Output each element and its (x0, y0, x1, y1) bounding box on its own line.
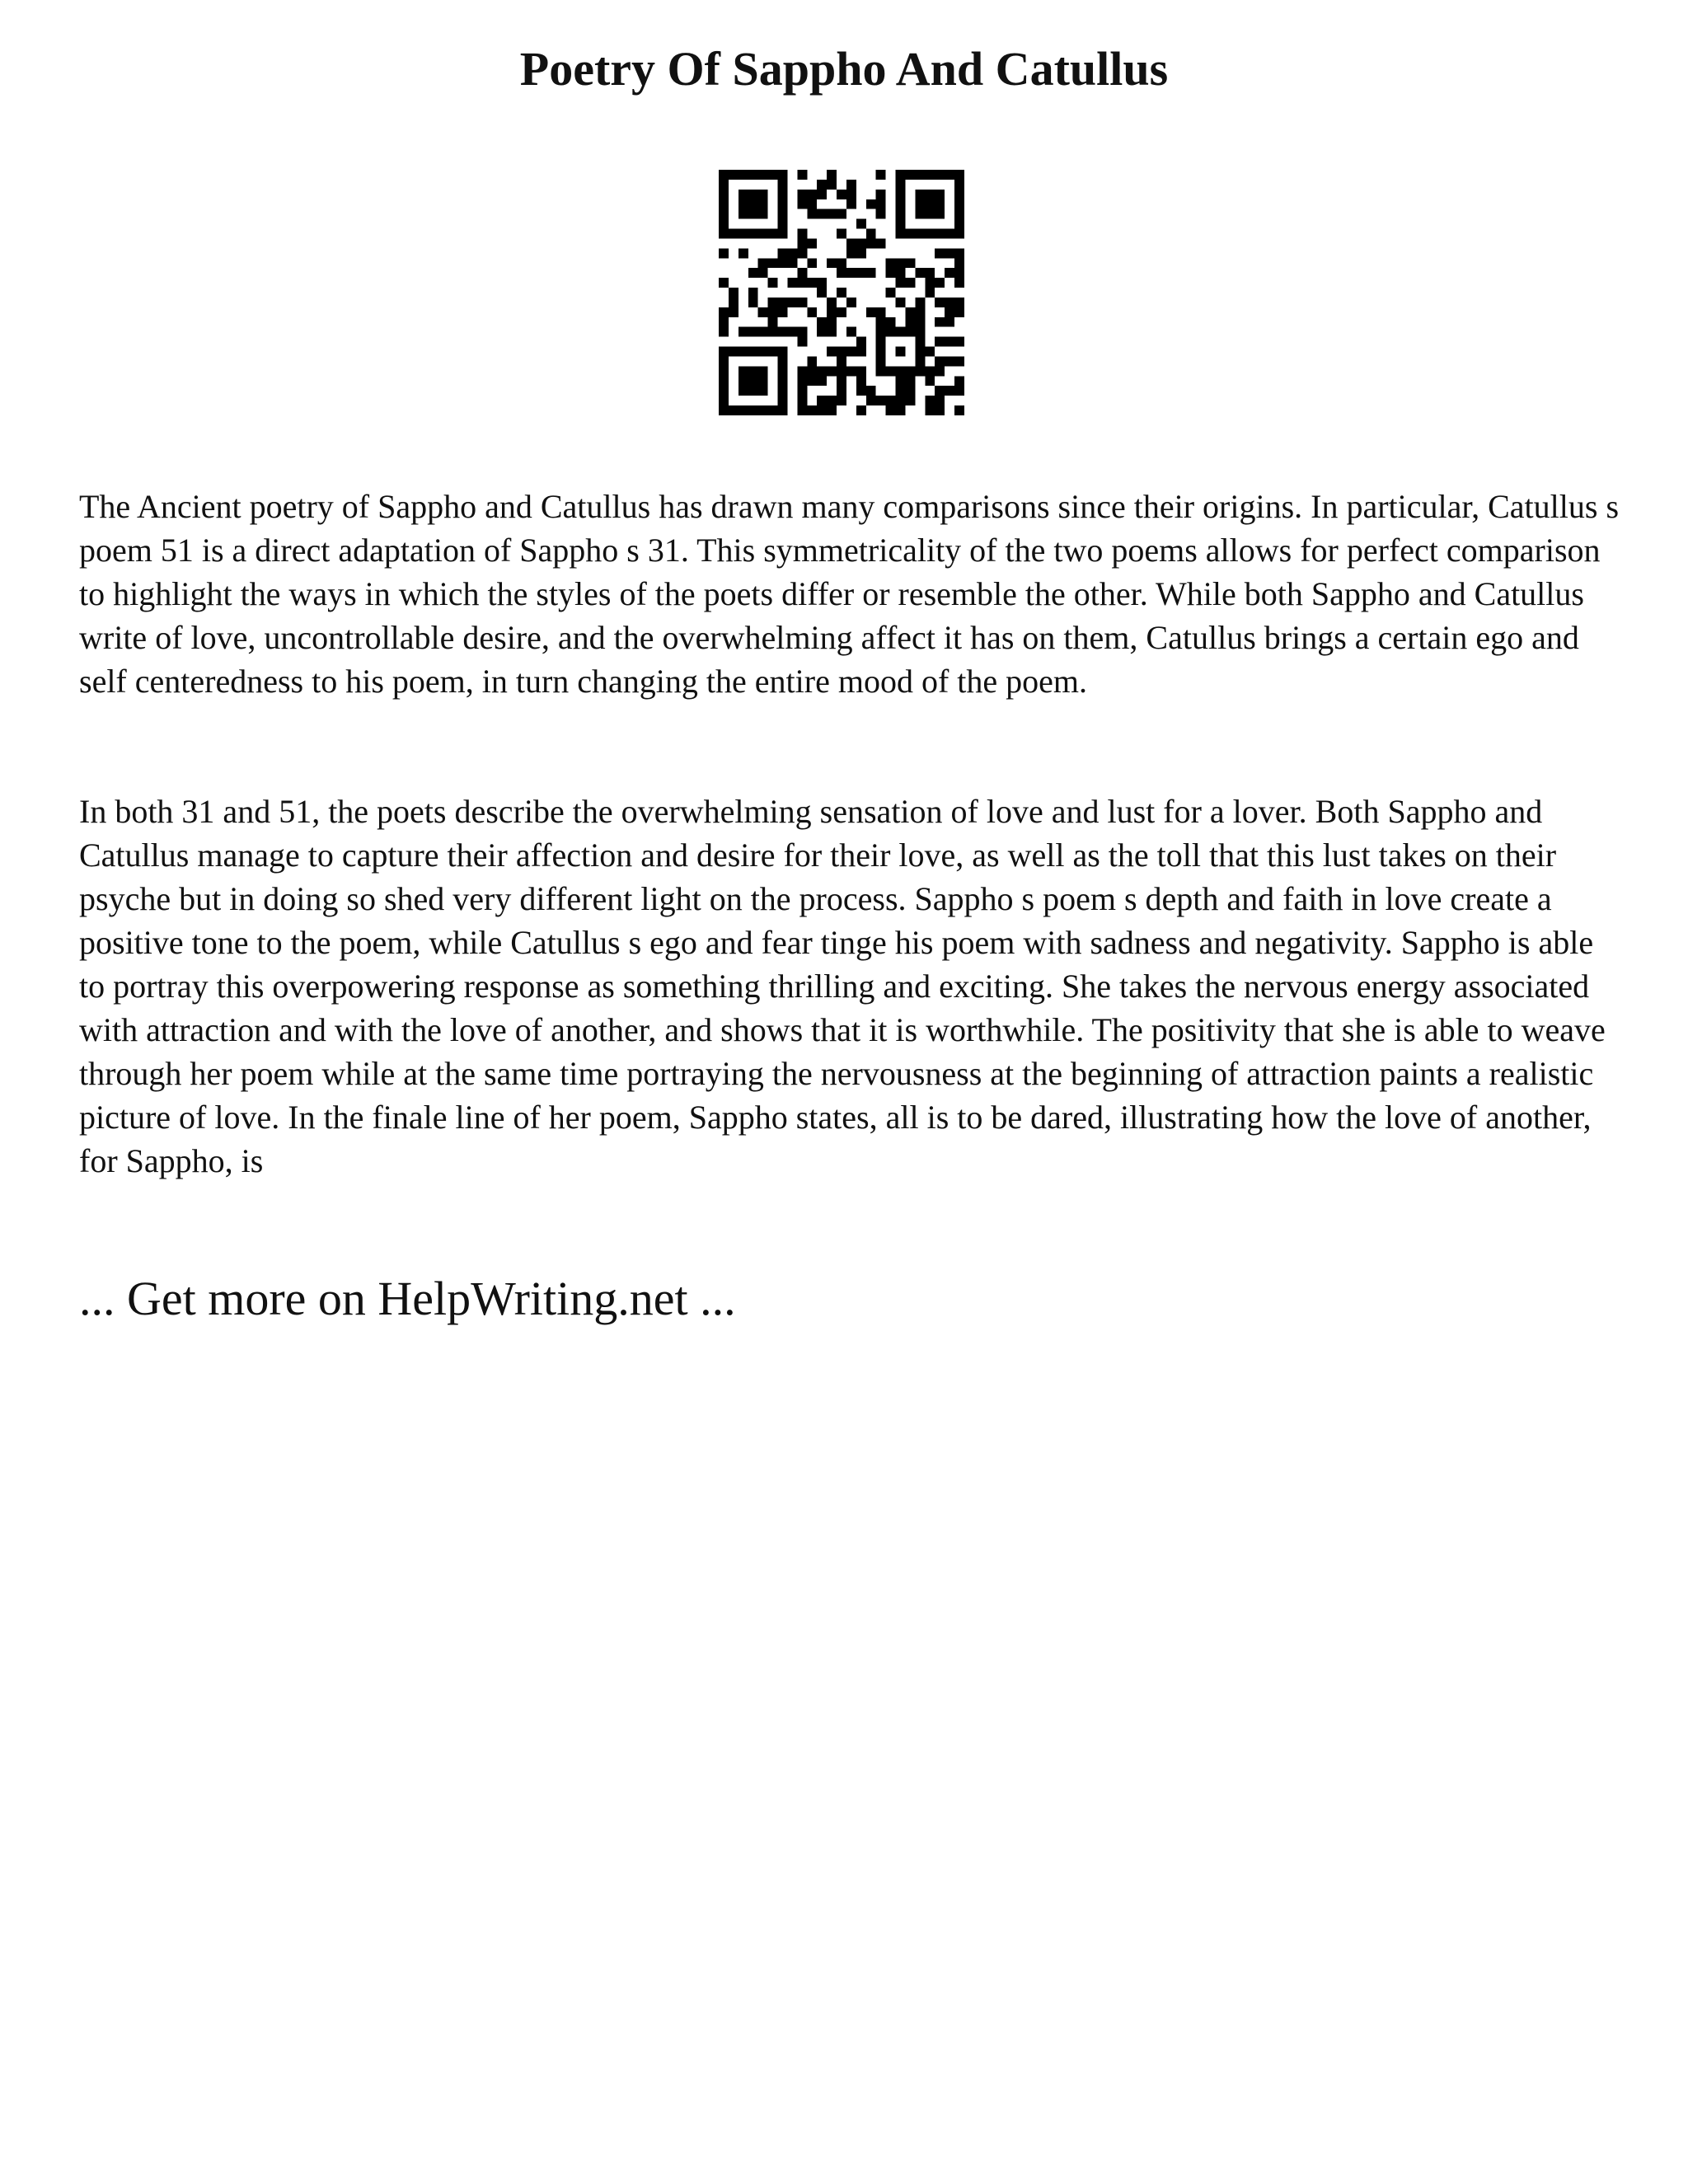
paragraph-1: The Ancient poetry of Sappho and Catullus has drawn many comparisons since their origins. In particular, Catullus s poem 51 is a direct adaptation of Sappho s 31. This symmetricality of the two poems allows for perfect comparison to highlight the ways in which the styles of the poets differ or resemble the other. While both Sappho and Catullus write of love, uncontrollable desire, and the overwhelming affect it has on them, Catullus brings a certain ego and self centeredness to his poem, in turn changing the entire mood of the poem. (79, 488, 1620, 700)
qr-code-icon (719, 170, 964, 415)
page-title: Poetry Of Sappho And Catullus (519, 42, 1169, 96)
get-more-link[interactable]: ... Get more on HelpWriting.net ... (79, 1272, 736, 1325)
paragraph-2: In both 31 and 51, the poets describe the overwhelming sensation of love and lust for a lover. Both Sappho and Catullus manage to capture their affection and desire for their love, as well as the toll that this lust takes on their psyche but in doing so shed very different light on the process. Sappho s poem s depth and faith in love create a positive tone to the poem, while Catullus s ego and fear tinge his poem with sadness and negativity. Sappho is able to portray this overpowering response as something thrilling and exciting. She takes the nervous energy associated with attraction and with the love of another, and shows that it is worthwhile. The positivity that she is able to weave through her poem while at the same time portraying the nervousness at the beginning of attraction paints a realistic picture of love. In the finale line of her poem, Sappho states, all is to be dared, illustrating how the love of another, for Sappho, is (79, 793, 1606, 1179)
qr-code-graphic (719, 170, 964, 415)
